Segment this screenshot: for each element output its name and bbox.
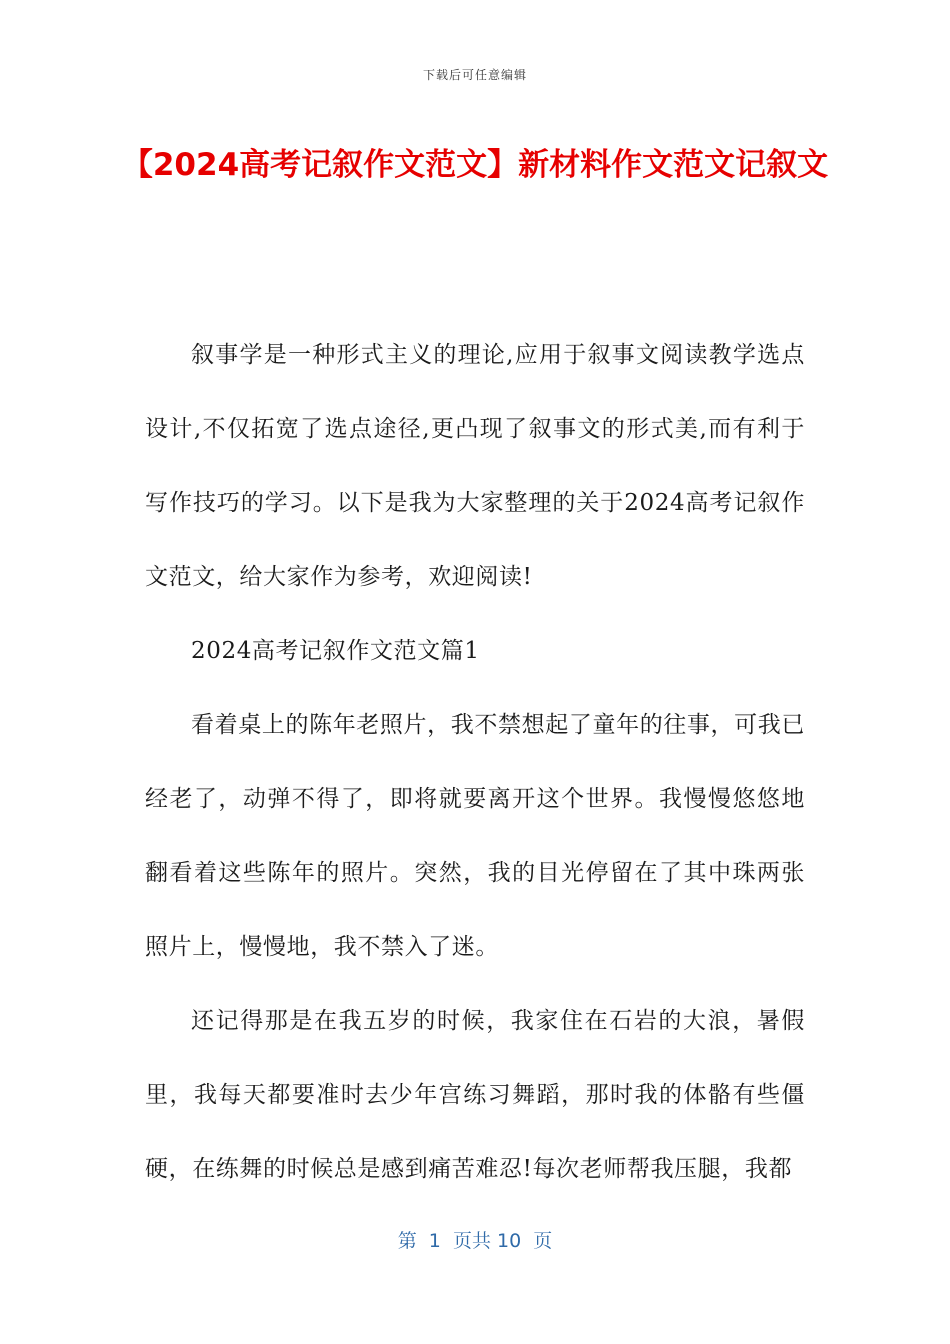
document-title: 【2024高考记叙作文范文】新材料作文范文记叙文 [121,147,829,183]
intro-paragraph: 叙事学是一种形式主义的理论,应用于叙事文阅读教学选点设计,不仅拓宽了选点途径,更凸现了叙事文的形式美,而有利于写作技巧的学习。以下是我为大家整理的关于2024高考记叙作文范文，给大家作为参考，欢迎阅读! [145,342,805,590]
header-note: 下载后可任意编辑 [422,68,527,82]
page-number-footer: 第 1 页共 10 页 [397,1230,553,1252]
document-body [145,318,805,1206]
section-heading: 2024高考记叙作文范文篇1 [191,638,480,664]
body-paragraph-2: 还记得那是在我五岁的时候，我家住在石岩的大浪，暑假里，我每天都要准时去少年宫练习舞蹈，那时我的体骼有些僵硬，在练舞的时候总是感到痛苦难忍!每次老师帮我压腿，我都 [145,1008,805,1182]
body-paragraph-1: 看着桌上的陈年老照片，我不禁想起了童年的往事，可我已经老了，动弹不得了，即将就要离开这个世界。我慢慢悠悠地翻看着这些陈年的照片。突然，我的目光停留在了其中珠两张照片上，慢慢地，我不禁入了迷。 [145,712,805,960]
